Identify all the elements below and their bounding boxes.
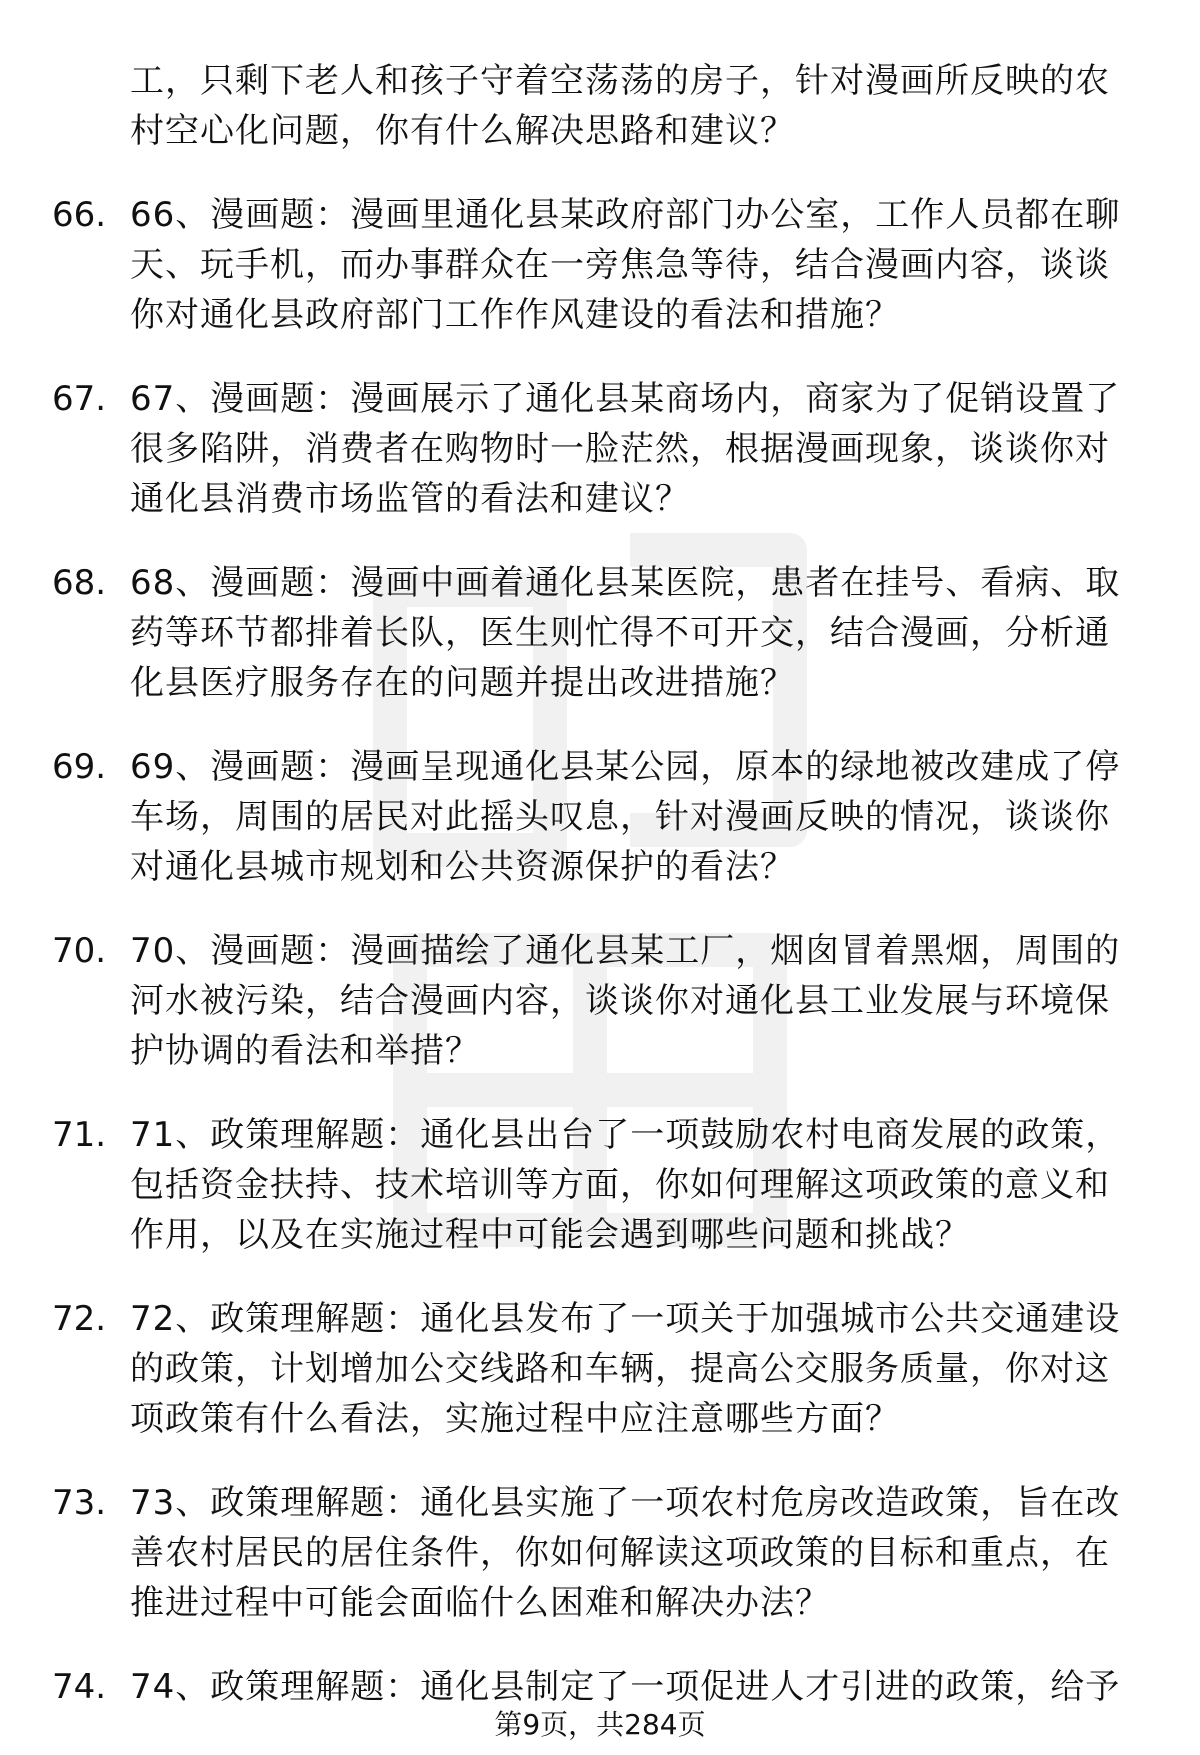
question-text-line: 包括资金扶持、技术培训等方面，你如何理解这项政策的意义和 <box>130 1165 1110 1205</box>
question-text <box>52 1294 1150 1444</box>
question-item <box>52 742 1150 892</box>
question-item <box>52 56 1150 156</box>
question-number: 66. <box>52 195 107 235</box>
question-list <box>52 56 1150 1712</box>
question-text-line: 作用，以及在实施过程中可能会遇到哪些问题和挑战？ <box>130 1215 970 1255</box>
question-text-line: 工，只剩下老人和孩子守着空荡荡的房子，针对漫画所反映的农 <box>130 61 1110 101</box>
question-text-line: 73、政策理解题：通化县实施了一项农村危房改造政策，旨在改 <box>130 1483 1121 1523</box>
question-text <box>52 56 1150 156</box>
question-text-line: 药等环节都排着长队，医生则忙得不可开交，结合漫画，分析通 <box>130 613 1110 653</box>
question-number: 69. <box>52 747 107 787</box>
question-number: 73. <box>52 1483 107 1523</box>
question-text <box>52 1110 1150 1260</box>
question-number: 70. <box>52 931 107 971</box>
question-text-line: 69、漫画题：漫画呈现通化县某公园，原本的绿地被改建成了停 <box>130 747 1121 787</box>
question-text-line: 66、漫画题：漫画里通化县某政府部门办公室，工作人员都在聊 <box>130 195 1121 235</box>
question-text-line: 很多陷阱，消费者在购物时一脸茫然，根据漫画现象，谈谈你对 <box>130 429 1110 469</box>
question-text-line: 河水被污染，结合漫画内容，谈谈你对通化县工业发展与环境保 <box>130 981 1110 1021</box>
question-text-line: 对通化县城市规划和公共资源保护的看法？ <box>130 847 795 887</box>
question-item <box>52 926 1150 1076</box>
question-text-line: 推进过程中可能会面临什么困难和解决办法？ <box>130 1583 830 1623</box>
question-text-line: 72、政策理解题：通化县发布了一项关于加强城市公共交通建设 <box>130 1299 1121 1339</box>
question-number: 67. <box>52 379 107 419</box>
question-text-line: 71、政策理解题：通化县出台了一项鼓励农村电商发展的政策， <box>130 1115 1121 1155</box>
question-item <box>52 1478 1150 1628</box>
question-number: 71. <box>52 1115 107 1155</box>
question-text-line: 你对通化县政府部门工作作风建设的看法和措施？ <box>130 295 900 335</box>
question-text-line: 善农村居民的居住条件，你如何解读这项政策的目标和重点，在 <box>130 1533 1110 1573</box>
question-text-line: 化县医疗服务存在的问题并提出改进措施？ <box>130 663 795 703</box>
question-item <box>52 1294 1150 1444</box>
question-item <box>52 1110 1150 1260</box>
question-text-line: 村空心化问题，你有什么解决思路和建议？ <box>130 111 795 151</box>
question-text-line: 项政策有什么看法，实施过程中应注意哪些方面？ <box>130 1399 900 1439</box>
question-text <box>52 558 1150 708</box>
question-text-line: 67、漫画题：漫画展示了通化县某商场内，商家为了促销设置了 <box>130 379 1121 419</box>
question-text <box>52 1478 1150 1628</box>
question-text-line: 通化县消费市场监管的看法和建议？ <box>130 479 690 519</box>
question-item <box>52 558 1150 708</box>
question-number: 68. <box>52 563 107 603</box>
question-text-line: 70、漫画题：漫画描绘了通化县某工厂，烟囱冒着黑烟，周围的 <box>130 931 1121 971</box>
question-number: 74. <box>52 1667 107 1707</box>
question-text <box>52 190 1150 340</box>
question-item <box>52 190 1150 340</box>
question-text <box>52 742 1150 892</box>
question-text-line: 车场，周围的居民对此摇头叹息，针对漫画反映的情况，谈谈你 <box>130 797 1110 837</box>
question-text-line: 68、漫画题：漫画中画着通化县某医院，患者在挂号、看病、取 <box>130 563 1121 603</box>
question-item <box>52 374 1150 524</box>
page-number: 第9页，共284页 <box>494 1708 706 1741</box>
question-text-line: 74、政策理解题：通化县制定了一项促进人才引进的政策，给予 <box>130 1667 1121 1707</box>
question-text-line: 护协调的看法和举措？ <box>130 1031 480 1071</box>
question-text-line: 天、玩手机，而办事群众在一旁焦急等待，结合漫画内容，谈谈 <box>130 245 1110 285</box>
question-text <box>52 374 1150 524</box>
question-text-line: 的政策，计划增加公交线路和车辆，提高公交服务质量，你对这 <box>130 1349 1110 1389</box>
question-number: 72. <box>52 1299 107 1339</box>
question-text <box>52 926 1150 1076</box>
